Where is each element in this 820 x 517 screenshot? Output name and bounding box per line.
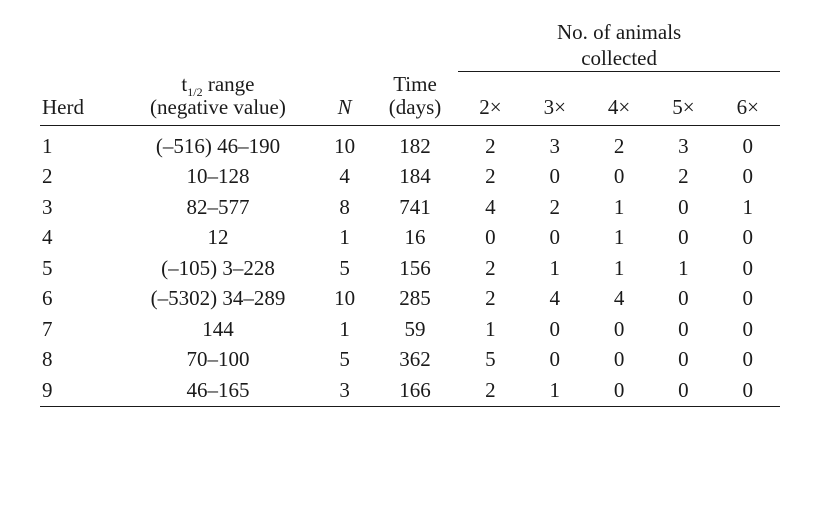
cell-herd: 4 [42,225,53,250]
range-word: range [202,71,255,96]
cell-animals-6x: 0 [742,347,754,372]
cell-time: 285 [399,286,431,311]
table-row [40,284,780,315]
column-header-time-line2: (days) [388,95,442,120]
cell-animals-5x: 0 [678,347,689,372]
cell-animals-4x: 1 [613,194,625,219]
cell-n: 5 [339,255,350,280]
group-header-row-2 [40,44,780,70]
table-row [40,375,780,406]
cell-animals-6x: 0 [742,316,754,341]
cell-herd: 5 [42,255,53,280]
group-header-row-1 [40,18,780,44]
cell-time: 156 [399,255,431,280]
spacer-cell [40,44,118,70]
cell-time: 741 [399,194,431,219]
cell-range: (–5302) 34–289 [150,286,286,311]
cell-animals-3x: 1 [549,377,560,402]
cell-animals-3x: 0 [549,164,560,189]
cell-range: 12 [207,225,229,250]
cell-time: 166 [399,377,431,402]
cell-animals-6x: 0 [742,286,754,311]
cell-herd: 7 [42,316,53,341]
column-header-animals-3x: 3× [543,95,566,120]
spacer-cell [40,18,118,44]
cell-animals-5x: 0 [678,194,689,219]
cell-animals-4x: 0 [613,347,625,372]
cell-animals-3x: 1 [549,255,560,280]
cell-herd: 8 [42,347,53,372]
cell-n: 3 [339,377,350,402]
cell-range: 144 [202,316,234,341]
table-row [40,192,780,223]
cell-animals-3x: 0 [549,347,560,372]
cell-animals-4x: 0 [613,377,625,402]
cell-animals-3x: 3 [549,133,560,158]
cell-animals-5x: 3 [678,133,689,158]
cell-n: 4 [339,164,350,189]
cell-n: 1 [339,225,350,250]
table-row [40,126,780,162]
cell-herd: 9 [42,377,53,402]
cell-animals-2x: 2 [485,133,496,158]
column-header-animals-2x: 2× [479,95,502,120]
cell-range: (–105) 3–228 [161,255,275,280]
spacer-cell [372,44,458,70]
cell-animals-4x: 4 [613,286,625,311]
cell-herd: 2 [42,164,53,189]
cell-animals-5x: 1 [678,255,689,280]
cell-herd: 1 [42,133,53,158]
cell-animals-3x: 2 [549,194,560,219]
cell-animals-2x: 2 [485,255,496,280]
cell-animals-2x: 2 [485,377,496,402]
column-header-animals-5x: 5× [672,95,695,120]
column-header-range-line1 [122,73,313,97]
horizontal-rule [40,406,780,407]
table-row [40,162,780,193]
cell-animals-6x: 0 [742,133,754,158]
cell-animals-4x: 1 [613,225,625,250]
t-half-subscript: 1/2 [187,84,203,99]
cell-animals-5x: 0 [678,316,689,341]
cell-range: 10–128 [186,164,250,189]
cell-animals-2x: 2 [485,164,496,189]
table-row [40,314,780,345]
spacer-cell [118,18,317,44]
cell-animals-2x: 4 [485,194,496,219]
cell-animals-6x: 1 [742,194,754,219]
cell-time: 184 [399,164,431,189]
cell-animals-5x: 0 [678,225,689,250]
column-header-time-line1: Time [393,71,437,96]
cell-animals-5x: 0 [678,286,689,311]
group-header-label-line2: collected [581,46,657,71]
cell-animals-2x: 0 [485,225,496,250]
cell-herd: 3 [42,194,53,219]
cell-range: 82–577 [186,194,250,219]
cell-animals-2x: 2 [485,286,496,311]
table-header [40,18,780,126]
spacer-cell [372,18,458,44]
column-header-animals-6x: 6× [736,95,759,120]
cell-time: 16 [404,225,426,250]
cell-n: 5 [339,347,350,372]
cell-animals-4x: 0 [613,316,625,341]
cell-n: 8 [339,194,350,219]
cell-animals-2x: 1 [485,316,496,341]
table-row [40,223,780,254]
column-header-time [372,72,458,126]
column-header-animals-4x: 4× [607,95,631,120]
cell-range: (–516) 46–190 [155,133,281,158]
cell-animals-4x: 2 [613,133,625,158]
cell-time: 362 [399,347,431,372]
cell-time: 182 [399,133,431,158]
column-header-n: N [337,95,352,120]
cell-n: 10 [334,133,356,158]
cell-animals-3x: 0 [549,225,560,250]
column-header-range [118,72,317,126]
column-header-range-line2: (negative value) [150,95,286,120]
spacer-cell [317,44,371,70]
cell-animals-6x: 0 [742,225,754,250]
cell-n: 10 [334,286,356,311]
cell-animals-6x: 0 [742,377,754,402]
table-row [40,345,780,376]
cell-animals-4x: 1 [613,255,625,280]
cell-range: 70–100 [186,347,250,372]
column-header-row [40,72,780,126]
cell-animals-2x: 5 [485,347,496,372]
table-bottom-rule-row [40,406,780,407]
spacer-cell [317,18,371,44]
cell-animals-4x: 0 [613,164,625,189]
cell-time: 59 [404,316,426,341]
table-body [40,126,780,407]
cell-animals-6x: 0 [742,164,754,189]
t-half-symbol: t [181,71,188,96]
cell-animals-3x: 0 [549,316,560,341]
cell-animals-5x: 2 [678,164,689,189]
table-row [40,253,780,284]
cell-animals-5x: 0 [678,377,689,402]
spacer-cell [118,44,317,70]
cell-animals-6x: 0 [742,255,754,280]
cell-herd: 6 [42,286,53,311]
column-header-herd: Herd [42,95,84,120]
cell-range: 46–165 [186,377,250,402]
group-header-label-line1: No. of animals [556,20,682,44]
cell-animals-3x: 4 [549,286,560,311]
cell-n: 1 [339,316,350,341]
data-table [40,18,780,407]
